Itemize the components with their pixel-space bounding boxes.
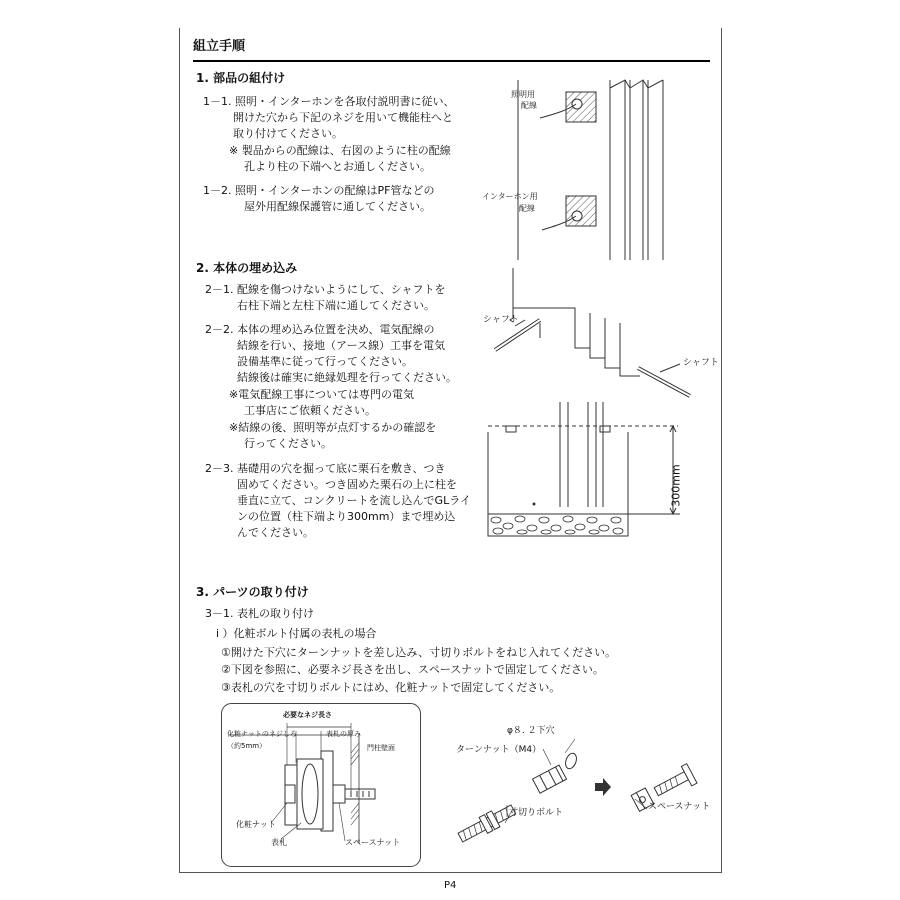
s22-note1-1: ※電気配線工事については専門の電気 xyxy=(229,388,414,401)
fig-bolt-label: 寸切りボルト xyxy=(509,808,564,818)
fig-turn-nut-label: ターンナット（M4） xyxy=(456,745,542,755)
s21-line-1: 2－1. 配線を傷つけないようにして、シャフトを xyxy=(205,283,446,296)
shaft-figure xyxy=(480,268,710,398)
s23-line-4: ンの位置（柱下端より300mm）まで埋め込 xyxy=(237,510,456,523)
s22-note1-2: 工事店にご依頼ください。 xyxy=(244,404,376,417)
sec3-heading: 3. パーツの取り付け xyxy=(196,585,309,599)
shaft-label-b: シャフト xyxy=(683,358,719,368)
step-3: ③表札の穴を寸切りボルトにはめ、化粧ナットで固定してください。 xyxy=(221,681,561,694)
s23-line-1: 2－3. 基礎用の穴を掘って底に栗石を敷き、つき xyxy=(205,462,446,475)
s12-line-1: 1－2. 照明・インターホンの配線はPF管などの xyxy=(203,184,435,197)
fig-space-nut-label: スペースナット xyxy=(648,802,711,812)
s22-note2-1: ※結線の後、照明等が点灯するかの確認を xyxy=(229,421,437,434)
wiring-hole-figure xyxy=(480,80,710,260)
box-plate-thickness: 表札の厚み xyxy=(326,730,361,738)
s22-note2-2: 行ってください。 xyxy=(244,437,332,450)
box-nut-thread: 化粧ナットのネジしろ xyxy=(227,730,297,738)
box-title: 必要なネジ長さ xyxy=(283,711,332,719)
box-nameplate: 表札 xyxy=(271,838,287,847)
embedding-figure xyxy=(488,402,688,542)
box-wall: 門柱壁面 xyxy=(367,744,395,752)
title-rule xyxy=(193,60,710,62)
step-2: ②下図を参照に、必要ネジ長さを出し、スペースナットで固定してください。 xyxy=(221,663,604,676)
box-approx: （約5mm） xyxy=(227,742,267,750)
s22-line-3: 設備基準に従って行ってください。 xyxy=(237,355,413,368)
page-title: 組立手順 xyxy=(193,39,246,54)
page-number: P4 xyxy=(444,880,457,891)
fig1-label-b-2: 配線 xyxy=(519,204,535,213)
s22-line-1: 2－2. 本体の埋め込み位置を決め、電気配線の xyxy=(205,323,435,336)
box-deco-nut: 化粧ナット xyxy=(236,820,276,829)
case-i-heading: i ）化粧ボルト付属の表札の場合 xyxy=(216,627,377,640)
sec1-heading: 1. 部品の組付け xyxy=(196,71,286,85)
s31-heading: 3－1. 表札の取り付け xyxy=(205,607,314,620)
s23-line-5: んでください。 xyxy=(237,526,314,539)
s23-line-2: 固めてください。つき固めた栗石の上に柱を xyxy=(237,478,457,491)
s21-line-2: 右柱下端と左柱下端に通してください。 xyxy=(237,299,435,312)
s11-line-3: 取り付けてください。 xyxy=(233,127,343,140)
fig1-label-a-1: 照明用 xyxy=(511,90,535,99)
s11-line-1: 1－1. 照明・インターホンを各取付説明書に従い、 xyxy=(203,95,455,108)
box-space-nut: スペースナット xyxy=(345,838,401,847)
step-1: ①開けた下穴にターンナットを差し込み、寸切りボルトをねじ入れてください。 xyxy=(221,646,617,659)
fig1-label-b-1: インターホン用 xyxy=(482,192,538,201)
s11-note-1: ※ 製品からの配線は、右図のように柱の配線 xyxy=(229,144,451,157)
s11-note-2: 孔より柱の下端へとお通しください。 xyxy=(244,160,431,173)
depth-dimension-label: 300mm xyxy=(669,464,683,507)
fig1-label-a-2: 配線 xyxy=(521,101,537,110)
sec2-heading: 2. 本体の埋め込み xyxy=(196,261,298,275)
shaft-label-a: シャフト xyxy=(483,315,519,325)
s23-line-3: 垂直に立て、コンクリートを流し込んでGLライ xyxy=(237,494,471,507)
s22-line-2: 結線を行い、接地（アース線）工事を電気 xyxy=(237,339,446,352)
s11-line-2: 開けた穴から下記のネジを用いて機能柱へと xyxy=(233,111,453,124)
s22-line-4: 結線後は確実に絶縁処理を行ってください。 xyxy=(237,371,457,384)
s12-line-2: 屋外用配線保護管に通してください。 xyxy=(244,200,431,213)
fig-hole-label: φ８. ２下穴 xyxy=(507,726,555,736)
